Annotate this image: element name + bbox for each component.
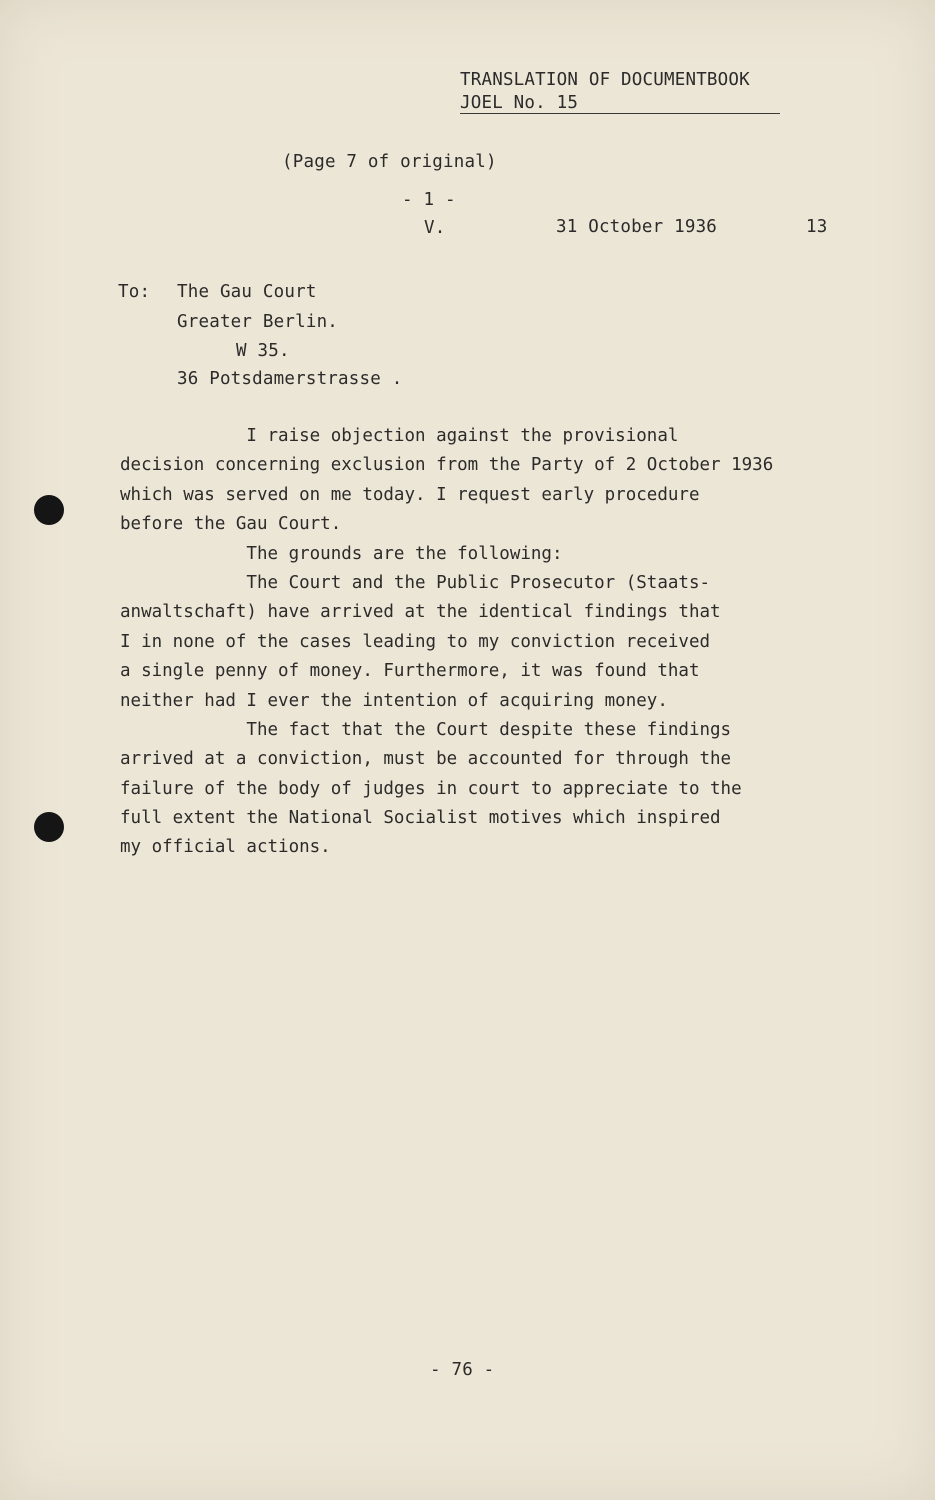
body-line: which was served on me today. I request early procedure bbox=[120, 484, 700, 505]
punch-hole bbox=[34, 495, 64, 525]
letter-body bbox=[120, 422, 860, 863]
body-line: I in none of the cases leading to my conviction received bbox=[120, 631, 711, 652]
body-line: arrived at a conviction, must be accounted for through the bbox=[120, 749, 732, 770]
header-underline bbox=[460, 113, 780, 114]
original-page-note: (Page 7 of original) bbox=[282, 152, 497, 172]
address-line-4: 36 Potsdamerstrasse . bbox=[177, 369, 403, 389]
letter-date: 31 October 1936 bbox=[556, 217, 718, 237]
punch-hole bbox=[34, 812, 64, 842]
body-line: neither had I ever the intention of acquiring money. bbox=[120, 690, 668, 711]
address-to-label: To: bbox=[118, 282, 151, 302]
page-number-top: - 1 - bbox=[402, 190, 456, 210]
body-line: I raise objection against the provisional bbox=[120, 426, 679, 446]
page-number-bottom: - 76 - bbox=[430, 1360, 495, 1380]
document-book-ref: JOEL No. 15 bbox=[460, 93, 579, 113]
body-line: failure of the body of judges in court to appreciate to the bbox=[120, 778, 742, 799]
address-line-1: The Gau Court bbox=[177, 282, 317, 302]
body-line: The fact that the Court despite these findings bbox=[120, 719, 732, 740]
body-line: my official actions. bbox=[120, 837, 331, 858]
body-line: The Court and the Public Prosecutor (Staats- bbox=[120, 572, 711, 593]
body-line: a single penny of money. Furthermore, it was found that bbox=[120, 661, 700, 682]
body-line: The grounds are the following: bbox=[120, 543, 563, 564]
document-header-title: TRANSLATION OF DOCUMENTBOOK bbox=[460, 70, 750, 90]
address-line-3: W 35. bbox=[236, 341, 290, 361]
section-numeral: V. bbox=[424, 218, 446, 238]
body-line: before the Gau Court. bbox=[120, 514, 342, 535]
body-line: full extent the National Socialist motives which inspired bbox=[120, 808, 721, 829]
address-line-2: Greater Berlin. bbox=[177, 312, 339, 332]
body-line: decision concerning exclusion from the Party of 2 October 1936 bbox=[120, 455, 774, 476]
body-line: anwaltschaft) have arrived at the identical findings that bbox=[120, 602, 721, 623]
document-number: 13 bbox=[806, 217, 828, 237]
